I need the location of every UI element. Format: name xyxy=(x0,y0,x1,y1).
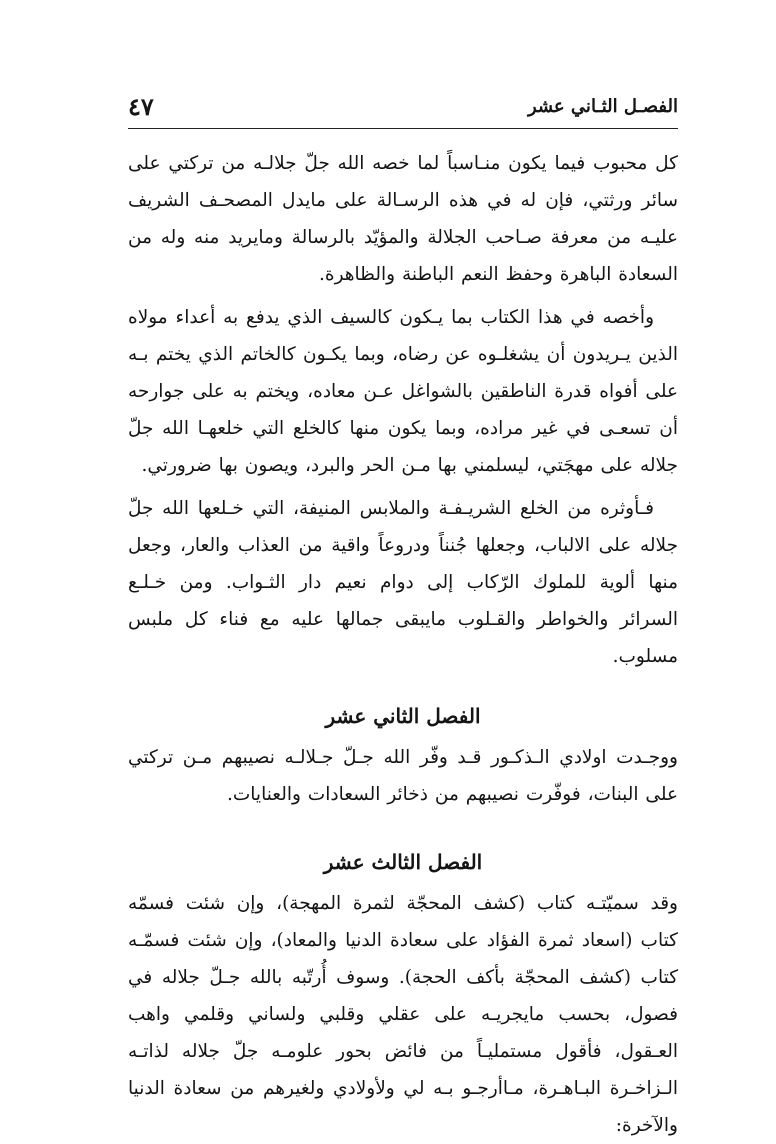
section-title-twelfth: الفصل الثاني عشر xyxy=(325,704,481,728)
running-head: الفصـل الثـاني عشر xyxy=(527,96,678,117)
page-number: ٤٧ xyxy=(128,92,154,121)
paragraph-book-naming: وقد سميّتـه كتاب (كشف المحجّة لثمرة المهجة)، وإن شئت فسمّه كتاب (اسعاد ثمرة الفؤاد على سعادة الدنيا والمعاد)، وإن شئت فسمّـه كتاب (كشف المحجّة بأكف الحجة). وسوف أُرتّبه بالله جـلّ جلاله في فصول، بحسب مايجريـه على عقلي وقلبي ولساني وقلمي واهب العـقول، فأقول مستمليـاً من فائض بحور علومـه جلّ جلاله لذاتـه الـزاخـرة البـاهـرة، مـاأرجـو بـه لي ولأولادي ولغيرهم من سعادة الدنيا والآخرة: xyxy=(128,893,678,1136)
paragraph-opening: كل محبوب فيما يكون منـاسباً لما خصه الله جلّ جلالـه من تركتي على سائر ورثتي، فإن له في هذه الرسـالة على مايدل المصحـف الشريف عليـه من معرفة صـاحب الجلالة والمؤيّد بالرسالة ومايريد منه وله من السعادة الباهرة وحفظ النعم الباطنة والظاهرة. xyxy=(128,153,678,285)
paragraph-robes: فـأوثره من الخلع الشريـفـة والملابس المنيفة، التي خـلعها الله جلّ جلاله على الالباب، وجعلها جُنناً ودروعاً واقية من العذاب والعار، وجعل منها ألوية للملوك الرّكاب إلى دوام نعيم دار الثـواب. ومن خـلـع السرائر والخواطر والقـلوب مايبقى جمالها عليه مع فناء كل ملبس مسلوب. xyxy=(128,498,678,667)
paragraph-sons-share: ووجـدت اولادي الـذكـور قـد وفّر الله جـلّ جـلالـه نصيبهم مـن تركتي على البنات، فوفّرت نصيبهم من ذخائر السعادات والعنايات. xyxy=(128,747,678,805)
body-text xyxy=(128,145,678,1144)
paragraph-dedication: وأخصه في هذا الكتاب بما يـكون كالسيف الذي يدفع به أعداء مولاه الذين يـريدون أن يشغلـوه عن رضاه، وبما يكـون كالخاتم الذي يختم بـه على أفواه قدرة الناطقين بالشواغل عـن معاده، ويختم به على جوارحه أن تسعـى في غير مراده، وبما يكون منها كالخلع التي خلعهـا الله جلّ جلاله على مهجَتي، ليسلمني بها مـن الحر والبرد، ويصون بها ضرورتي. xyxy=(128,307,678,476)
section-title-thirteenth: الفصل الثالث عشر xyxy=(323,850,483,874)
page-header xyxy=(128,88,678,129)
